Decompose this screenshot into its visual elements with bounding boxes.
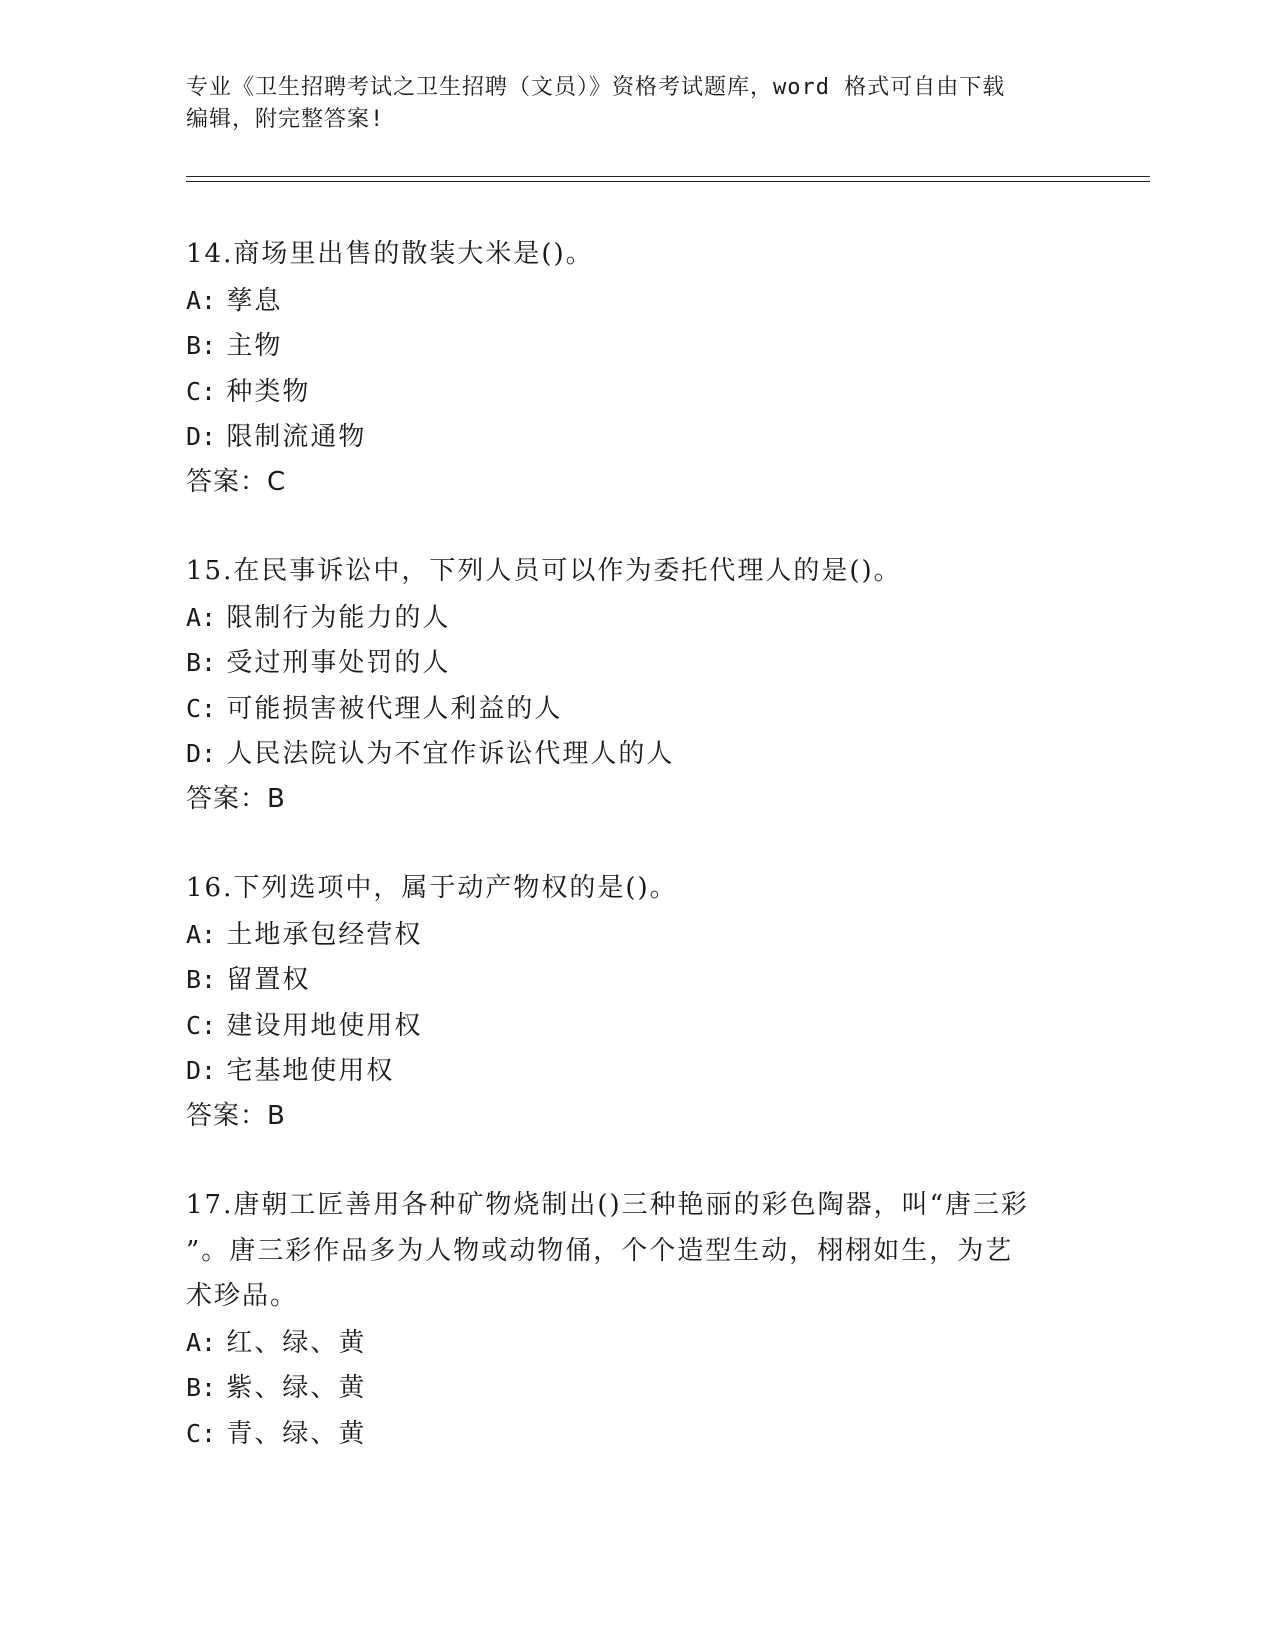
option-letter: A: <box>186 602 217 632</box>
option-b <box>186 640 1106 686</box>
option-text: 种类物 <box>226 376 311 407</box>
option-letter: D: <box>186 1056 217 1085</box>
option-text: 孳息 <box>226 285 283 316</box>
option-a <box>186 1320 1106 1366</box>
header-line-1: 专业《卫生招聘考试之卫生招聘（文员）》资格考试题库，word 格式可自由下载 <box>186 75 1006 100</box>
option-b <box>186 323 1106 369</box>
option-letter: B: <box>186 965 217 994</box>
question-stem: 14.商场里出售的散装大米是()。 <box>186 239 594 269</box>
document-header <box>186 72 1086 136</box>
answer-label: 答案：B <box>186 783 286 814</box>
option-letter: A: <box>186 285 217 315</box>
question-stem-line-1: 17.唐朝工匠善用各种矿物烧制出()三种艳丽的彩色陶器，叫“唐三彩 <box>186 1190 1029 1220</box>
option-d <box>186 1048 1106 1094</box>
option-letter: B: <box>186 1373 217 1402</box>
option-d <box>186 414 1106 460</box>
question-16 <box>186 866 1106 1139</box>
option-text: 主物 <box>226 331 283 361</box>
option-text: 建设用地使用权 <box>226 1010 423 1041</box>
option-letter: D: <box>186 422 217 451</box>
header-divider-bottom <box>186 181 1150 182</box>
option-a <box>186 278 1106 324</box>
option-letter: C: <box>186 1010 217 1040</box>
option-a <box>186 912 1106 958</box>
option-letter: C: <box>186 376 217 406</box>
question-stem-line-2: ”。唐三彩作品多为人物或动物俑，个个造型生动，栩栩如生，为艺 <box>186 1235 1014 1266</box>
option-letter: B: <box>186 331 217 360</box>
question-15 <box>186 549 1106 822</box>
option-letter: A: <box>186 1327 217 1357</box>
header-line-2: 编辑，附完整答案! <box>186 107 385 132</box>
option-a <box>186 595 1106 641</box>
option-c <box>186 369 1106 415</box>
question-14 <box>186 232 1106 505</box>
option-letter: B: <box>186 648 217 677</box>
option-text: 宅基地使用权 <box>226 1056 395 1086</box>
answer-label: 答案：C <box>186 466 287 497</box>
answer-label: 答案：B <box>186 1100 286 1131</box>
option-b <box>186 1365 1106 1411</box>
option-c <box>186 1003 1106 1049</box>
option-text: 限制行为能力的人 <box>226 602 451 633</box>
option-c <box>186 1411 1106 1457</box>
option-text: 可能损害被代理人利益的人 <box>226 693 563 724</box>
header-divider-top <box>186 176 1150 177</box>
option-d <box>186 731 1106 777</box>
question-stem: 16.下列选项中，属于动产物权的是()。 <box>186 873 678 903</box>
option-text: 土地承包经营权 <box>226 919 423 950</box>
option-text: 紫、绿、黄 <box>226 1373 367 1403</box>
option-letter: D: <box>186 739 217 768</box>
option-text: 限制流通物 <box>226 422 367 452</box>
question-stem: 15.在民事诉讼中，下列人员可以作为委托代理人的是()。 <box>186 556 902 586</box>
option-text: 留置权 <box>226 965 311 995</box>
question-stem-line-3: 术珍品。 <box>186 1281 299 1311</box>
option-text: 受过刑事处罚的人 <box>226 648 451 678</box>
option-letter: A: <box>186 919 217 949</box>
option-c <box>186 686 1106 732</box>
option-letter: C: <box>186 1418 217 1448</box>
option-text: 人民法院认为不宜作诉讼代理人的人 <box>226 739 675 769</box>
option-letter: C: <box>186 693 217 723</box>
option-text: 青、绿、黄 <box>226 1418 367 1449</box>
option-b <box>186 957 1106 1003</box>
question-17 <box>186 1183 1106 1456</box>
option-text: 红、绿、黄 <box>226 1327 367 1358</box>
